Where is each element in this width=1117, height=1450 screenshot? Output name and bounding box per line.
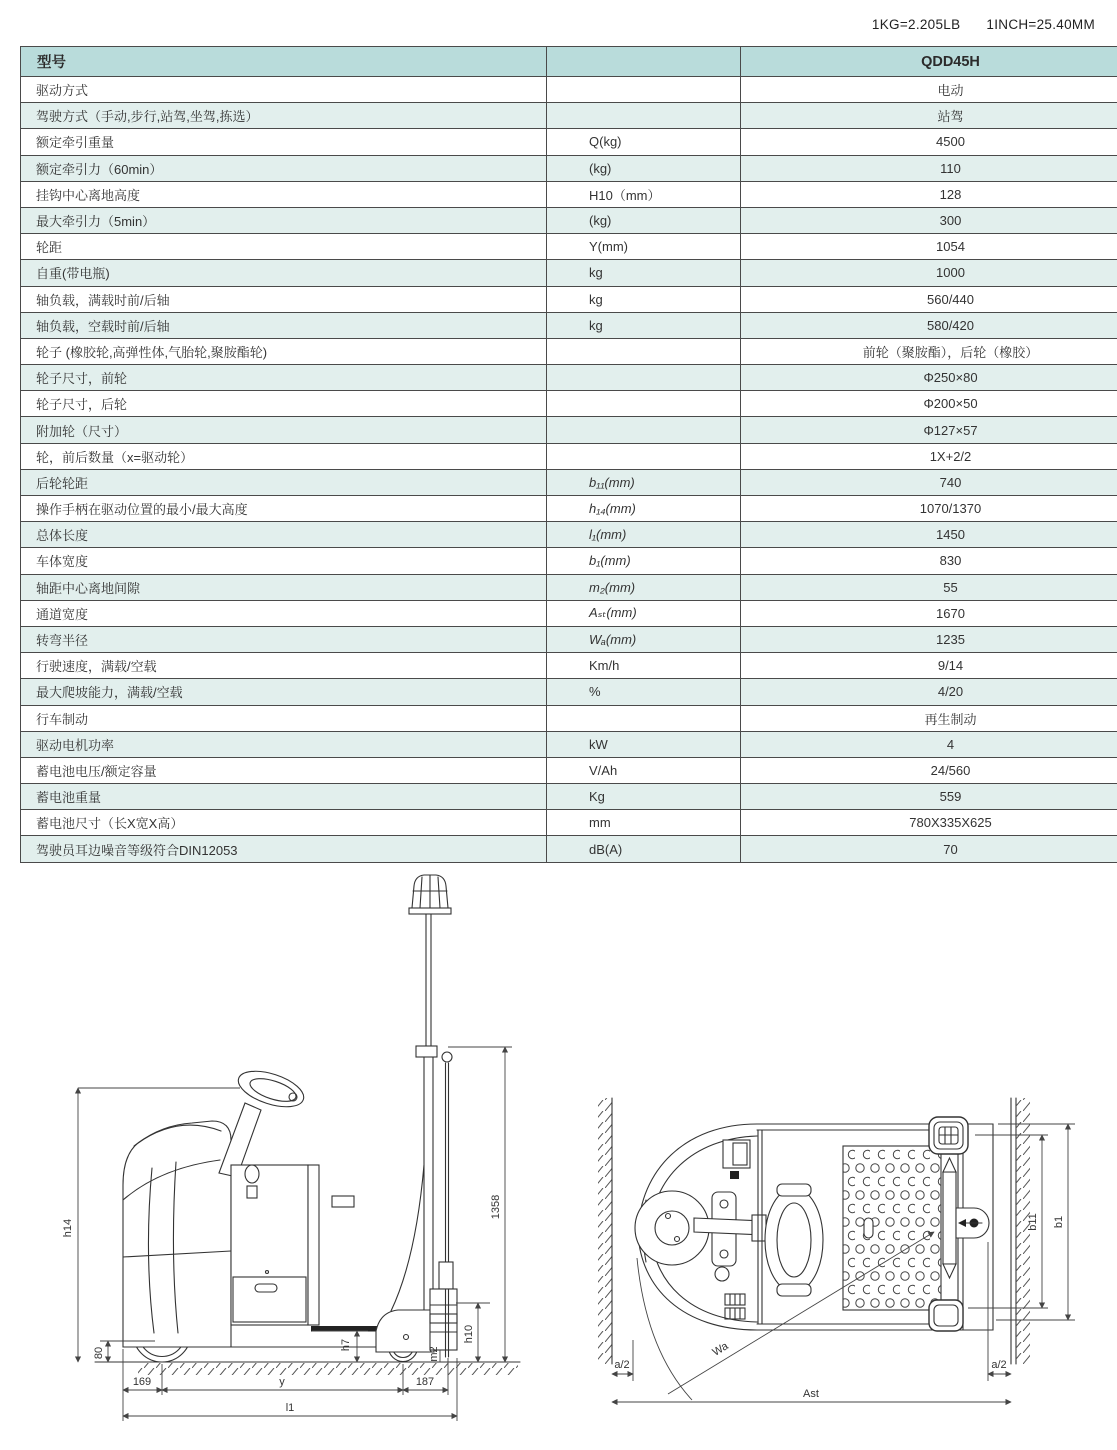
spec-unit-cell [547,338,741,364]
dim-label-h14: h14 [62,1218,74,1238]
header-model-label: 型号 [21,47,547,77]
spec-row [21,836,1117,862]
dim-label-a2-left: a/2 [614,1359,630,1371]
tow-tractor-top [635,1117,993,1331]
spec-value-cell: 300 [741,207,1117,233]
spec-label-cell: 后轮轮距 [21,469,547,495]
spec-label-cell: 最大牵引力（5min） [21,207,547,233]
spec-label-cell: 蓄电池重量 [21,784,547,810]
spec-label-cell: 最大爬坡能力，满载/空载 [21,679,547,705]
spec-unit-cell: m₂(mm) [547,574,741,600]
rear-pillar [308,1165,319,1325]
dim-label-80: 80 [93,1346,105,1360]
spec-value-cell: 1054 [741,234,1117,260]
beacon-light [409,875,451,914]
spec-unit-cell: (kg) [547,207,741,233]
spec-value-cell: Φ127×57 [741,417,1117,443]
spec-label-cell: 总体长度 [21,522,547,548]
spec-unit-cell: kg [547,312,741,338]
spec-label-cell: 轮子 (橡胶轮,高弹性体,气胎轮,聚胺酯轮) [21,338,547,364]
header-row [21,47,1117,77]
spec-label-cell: 行驶速度，满载/空载 [21,653,547,679]
spec-label-cell: 驾驶方式（手动,步行,站驾,坐驾,拣选） [21,103,547,129]
console-switch [730,1171,739,1179]
dim-label-b1: b1 [1053,1215,1065,1229]
spec-value-cell: 站驾 [741,103,1117,129]
spec-value-cell: 70 [741,836,1117,862]
spec-unit-cell: Aₛₜ(mm) [547,600,741,626]
spec-unit-cell: kW [547,731,741,757]
tiller-joint [752,1215,766,1241]
spec-row [21,810,1117,836]
drive-wheel-top [655,1211,689,1245]
spec-unit-cell: b₁₁(mm) [547,469,741,495]
front-cowl [123,1121,231,1347]
spec-value-cell: Φ200×50 [741,391,1117,417]
spec-label-cell: 轴负载，满载时前/后轴 [21,286,547,312]
conversion-kg: 1KG=2.205LB [871,17,961,32]
spec-label-cell: 额定牵引力（60min） [21,155,547,181]
spec-row [21,207,1117,233]
hitch-frame [430,1289,457,1350]
spec-unit-cell [547,103,741,129]
spec-row [21,600,1117,626]
spec-label-cell: 行车制动 [21,705,547,731]
spec-label-cell: 额定牵引重量 [21,129,547,155]
hitch-cylinder [439,1262,453,1289]
spec-label-cell: 蓄电池电压/额定容量 [21,757,547,783]
spec-label-cell: 操作手柄在驱动位置的最小/最大高度 [21,496,547,522]
spec-table-header [21,47,1117,77]
spec-label-cell: 自重(带电瓶) [21,260,547,286]
spec-row [21,522,1117,548]
deck-slot [864,1218,873,1238]
dim-label-h10: h10 [463,1324,475,1344]
spec-row [21,731,1117,757]
header-model-value: QDD45H [741,47,1117,77]
spec-label-cell: 驱动电机功率 [21,731,547,757]
spec-value-cell: 再生制动 [741,705,1117,731]
spec-value-cell: 560/440 [741,286,1117,312]
spec-label-cell: 轮距 [21,234,547,260]
dim-label-l1: l1 [285,1402,295,1414]
spec-row [21,234,1117,260]
spec-label-cell: 轮子尺寸，前轮 [21,365,547,391]
top-view-drawing [592,1085,1117,1410]
spec-value-cell: 4500 [741,129,1117,155]
spec-value-cell: 128 [741,181,1117,207]
spec-unit-cell: dB(A) [547,836,741,862]
spec-label-cell: 轴距中心离地间隙 [21,574,547,600]
spec-value-cell: 4/20 [741,679,1117,705]
spec-row [21,757,1117,783]
spec-unit-cell [547,705,741,731]
spec-unit-cell: Km/h [547,653,741,679]
spec-value-cell: 740 [741,469,1117,495]
dim-label-a2-right: a/2 [991,1359,1007,1371]
dim-label-h7: h7 [340,1338,352,1352]
spec-unit-cell: Q(kg) [547,129,741,155]
spec-row [21,77,1117,103]
towbar-channel [943,1158,956,1278]
spec-row [21,312,1117,338]
spec-unit-cell: (kg) [547,155,741,181]
spec-table-body [21,77,1117,863]
cab-panel [231,1165,308,1325]
dim-label-1358: 1358 [490,1194,502,1220]
spec-label-cell: 蓄电池尺寸（长X宽X高） [21,810,547,836]
spec-row [21,469,1117,495]
dim-label-wheelbase: y [279,1376,285,1388]
mast-bracket [332,1196,354,1207]
spec-value-cell: 1070/1370 [741,496,1117,522]
spec-unit-cell: h₁₄(mm) [547,496,741,522]
spec-label-cell: 轮，前后数量（x=驱动轮） [21,443,547,469]
spec-value-cell: 1X+2/2 [741,443,1117,469]
spec-row [21,417,1117,443]
spec-unit-cell: kg [547,286,741,312]
spec-row [21,626,1117,652]
unit-conversion-note [872,17,1095,32]
door-handle [255,1284,277,1292]
spec-label-cell: 车体宽度 [21,548,547,574]
header-unit-label [547,47,741,77]
spec-row [21,103,1117,129]
dim-label-b11: b11 [1027,1213,1039,1231]
spec-value-cell: 1000 [741,260,1117,286]
spec-row [21,705,1117,731]
spec-unit-cell: H10（mm） [547,181,741,207]
spec-row [21,548,1117,574]
spec-unit-cell: V/Ah [547,757,741,783]
dim-label-187: 187 [415,1376,435,1388]
spec-value-cell: 9/14 [741,653,1117,679]
spec-label-cell: 轴负载，空载时前/后轴 [21,312,547,338]
hitch-pin-knob [442,1052,452,1062]
spec-value-cell: 780X335X625 [741,810,1117,836]
spec-table [20,46,1117,863]
spec-row [21,155,1117,181]
spec-row [21,679,1117,705]
spec-value-cell: 830 [741,548,1117,574]
spec-value-cell: 559 [741,784,1117,810]
spec-value-cell: 1235 [741,626,1117,652]
spec-row [21,181,1117,207]
spec-row [21,260,1117,286]
rear-housing [376,1310,434,1352]
spec-value-cell: 前轮（聚胺酯），后轮（橡胶） [741,338,1117,364]
mast-stay [391,1165,424,1311]
spec-value-cell: 24/560 [741,757,1117,783]
tow-tractor-side [123,875,457,1362]
rear-wheel-bottom-right [929,1300,963,1331]
spec-row [21,286,1117,312]
spec-unit-cell: mm [547,810,741,836]
spec-row [21,365,1117,391]
console-box [723,1140,750,1168]
spec-label-cell: 挂钩中心离地高度 [21,181,547,207]
spec-row [21,338,1117,364]
spec-value-cell: 55 [741,574,1117,600]
spec-row [21,784,1117,810]
spec-unit-cell [547,365,741,391]
spec-unit-cell: l₁(mm) [547,522,741,548]
spec-unit-cell: % [547,679,741,705]
spec-value-cell: 580/420 [741,312,1117,338]
spec-row [21,574,1117,600]
spec-value-cell: 电动 [741,77,1117,103]
spec-unit-cell [547,391,741,417]
spec-value-cell: Φ250×80 [741,365,1117,391]
aisle-wall-left [598,1098,612,1364]
ground-line [95,1362,520,1375]
dim-label-m2: m2 [428,1346,440,1362]
spec-row [21,443,1117,469]
spec-unit-cell: b₁(mm) [547,548,741,574]
rear-wheel-top-right [929,1117,968,1154]
spec-unit-cell: Wₐ(mm) [547,626,741,652]
dim-label-169: 169 [132,1376,152,1388]
tow-hitch [956,1208,989,1238]
spec-row [21,391,1117,417]
spec-unit-cell: Kg [547,784,741,810]
spec-label-cell: 附加轮（尺寸） [21,417,547,443]
spec-unit-cell: kg [547,260,741,286]
spec-value-cell: 4 [741,731,1117,757]
spec-label-cell: 驱动方式 [21,77,547,103]
mast-cap [416,1046,437,1057]
dim-label-ast: Ast [803,1388,819,1400]
spec-value-cell: 1670 [741,600,1117,626]
conversion-inch: 1INCH=25.40MM [986,17,1095,32]
spec-label-cell: 驾驶员耳边噪音等级符合DIN12053 [21,836,547,862]
spec-unit-cell: Y(mm) [547,234,741,260]
side-view-drawing [55,860,525,1445]
spec-row [21,129,1117,155]
perforated-deck [843,1146,941,1310]
hitch-assembly [430,1052,457,1357]
spec-label-cell: 通道宽度 [21,600,547,626]
spec-unit-cell [547,443,741,469]
spec-row [21,653,1117,679]
dim-label-wa: Wa [710,1340,731,1359]
spec-row [21,496,1117,522]
spec-value-cell: 1450 [741,522,1117,548]
spec-unit-cell [547,417,741,443]
spec-value-cell: 110 [741,155,1117,181]
spec-label-cell: 转弯半径 [21,626,547,652]
spec-unit-cell [547,77,741,103]
spec-label-cell: 轮子尺寸，后轮 [21,391,547,417]
